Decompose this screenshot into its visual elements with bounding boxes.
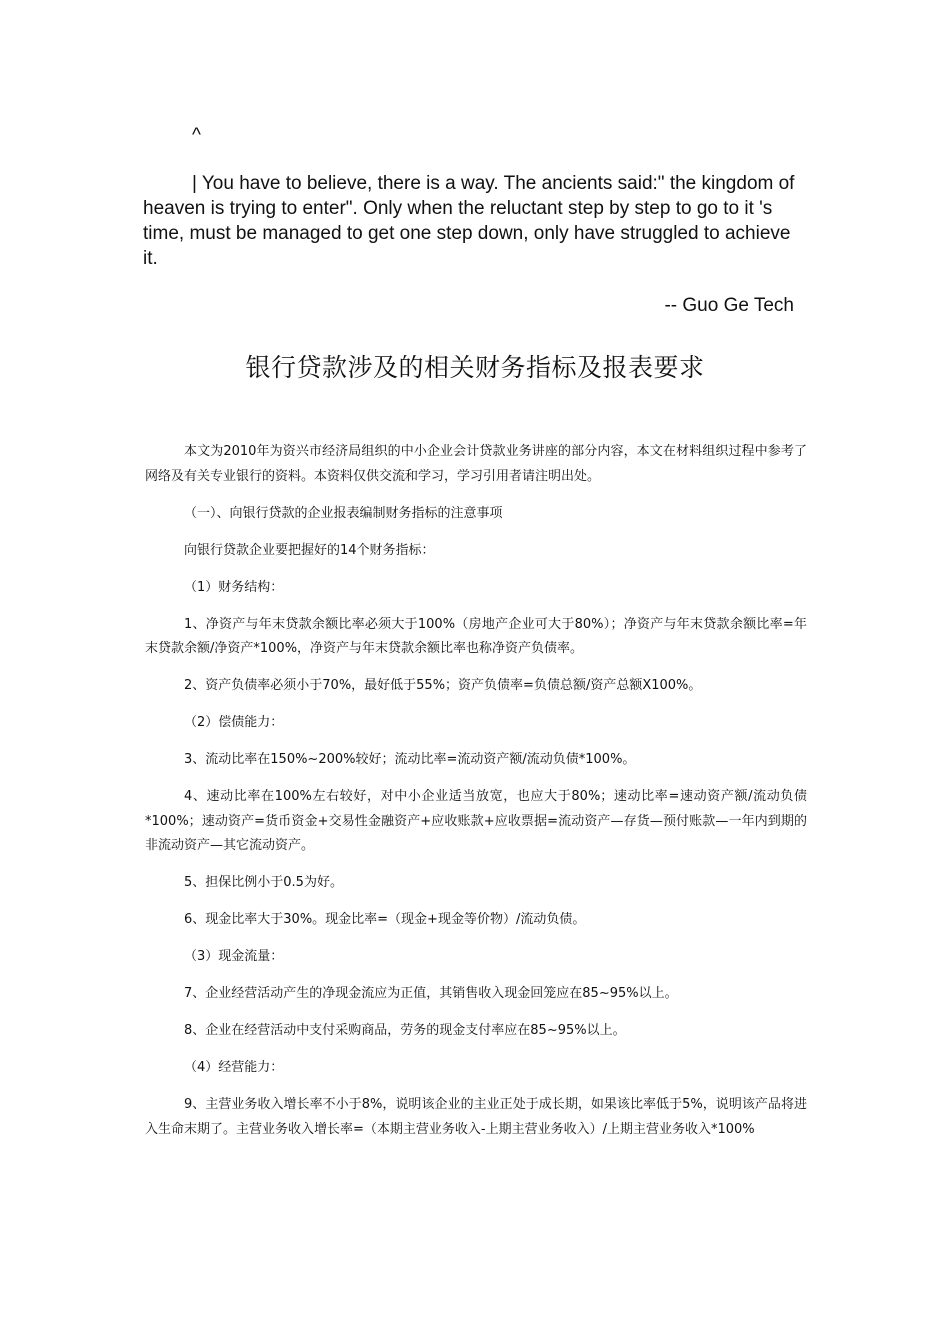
subheading-financial-structure: （1）财务结构： (184, 579, 284, 595)
caret-mark: ^ (192, 125, 201, 146)
list-item-6: 6、现金比率大于30%。现金比率=（现金+现金等价物）/流动负债。 (184, 912, 586, 927)
document-body (145, 440, 807, 1155)
subheading-cash-flow: （3）现金流量： (184, 949, 284, 964)
list-item-2: 2、资产负债率必须小于70%，最好低于55%；资产负债率=负债总额/资产总额X100%。 (184, 678, 702, 693)
list-item-3: 3、流动比率在150%~200%较好；流动比率=流动资产额/流动负债*100%。 (184, 752, 636, 767)
paragraph-indicators-intro: 向银行贷款企业要把握好的14个财务指标： (184, 542, 435, 558)
paragraph-intro: 本文为2010年为资兴市经济局组织的中小企业会计贷款业务讲座的部分内容，本文在材料组织过程中参考了网络及有关专业银行的资料。本资料仅供交流和学习，学习引用者请注明出处。 (145, 444, 807, 484)
quote-text: | You have to believe, there is a way. The ancients said:" the kingdom of heaven is trying to enter". Only when the reluctant step by step to go to it 's time, must be managed to get one step down, only have struggled to achieve it. (143, 173, 795, 269)
list-item-8: 8、企业在经营活动中支付采购商品，劳务的现金支付率应在85~95%以上。 (184, 1023, 626, 1038)
quote-attribution: -- Guo Ge Tech (664, 295, 794, 316)
document-title: 银行贷款涉及的相关财务指标及报表要求 (245, 353, 705, 382)
list-item-1: 1、净资产与年末贷款余额比率必须大于100%（房地产企业可大于80%）；净资产与年末贷款余额比率=年末贷款余额/净资产*100%，净资产与年末贷款余额比率也称净资产负债率。 (145, 616, 807, 656)
list-item-7: 7、企业经营活动产生的净现金流应为正值，其销售收入现金回笼应在85~95%以上。 (184, 986, 678, 1001)
list-item-5: 5、担保比例小于0.5为好。 (184, 875, 343, 890)
subheading-solvency: （2）偿债能力： (184, 715, 284, 730)
section-heading-1: （一）、向银行贷款的企业报表编制财务指标的注意事项 (184, 505, 503, 521)
subheading-operating-capacity: （4）经营能力： (184, 1060, 284, 1075)
list-item-4: 4、速动比率在100%左右较好，对中小企业适当放宽，也应大于80%；速动比率=速动资产额/流动负债*100%；速动资产=货币资金+交易性金融资产+应收账款+应收票据=流动资产—存货—预付账款—一年内到期的非流动资产—其它流动资产。 (145, 789, 807, 853)
list-item-9: 9、主营业务收入增长率不小于8%，说明该企业的主业正处于成长期，如果该比率低于5%，说明该产品将进入生命末期了。主营业务收入增长率=（本期主营业务收入-上期主营业务收入）/上期主营业务收入*100% (145, 1097, 807, 1137)
